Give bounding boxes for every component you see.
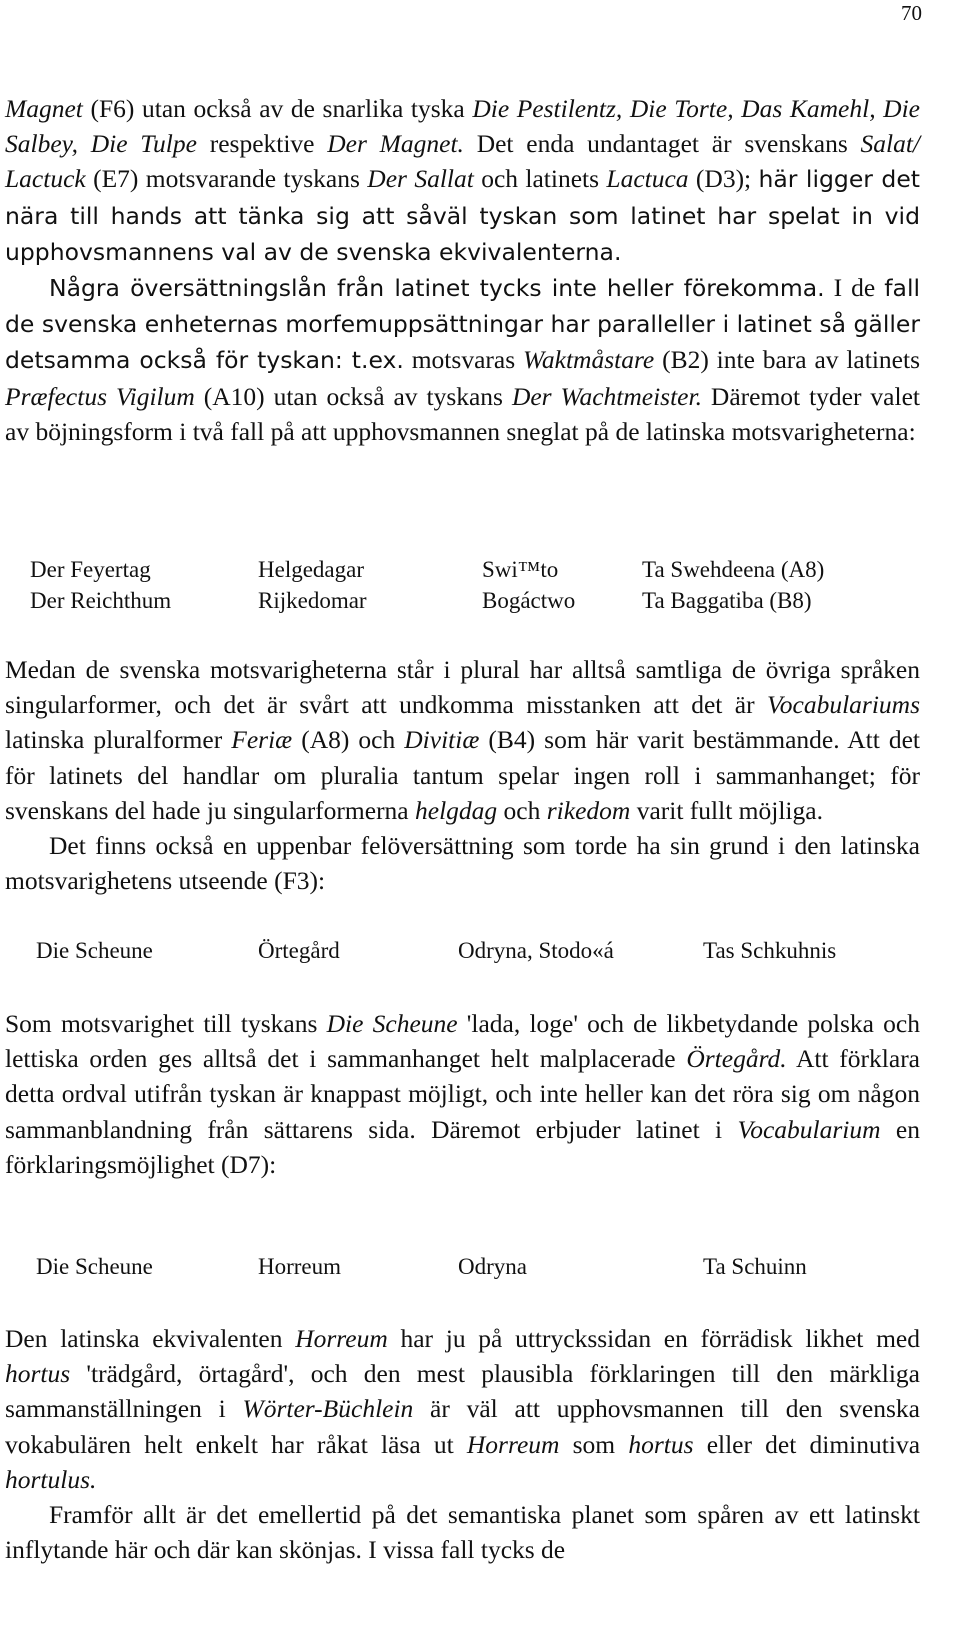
italic-term: Der Wachtmeister. — [511, 381, 702, 411]
italic-term: hortus — [628, 1429, 694, 1459]
text-run: motsvaras — [403, 345, 523, 375]
italic-term: Horreum — [295, 1324, 388, 1353]
text-run: (D3); — [688, 164, 759, 194]
table-cell: Der Reichthum — [30, 588, 172, 613]
paragraph-3 — [5, 652, 920, 898]
text-run: som — [559, 1429, 629, 1459]
italic-term: Magnet — [5, 94, 83, 123]
table-cell: Ta Schuinn — [703, 1254, 807, 1279]
text-run: eller det diminutiva — [693, 1429, 921, 1459]
paragraph-6 — [5, 1321, 920, 1567]
text-run: en förklaringsmöjlighet (D7): — [5, 1114, 920, 1179]
text-run: varit fullt möjliga. — [630, 795, 823, 825]
text-run: och latinets — [473, 164, 607, 194]
table-cell: Örtegård — [258, 938, 340, 963]
italic-term: Lactuca — [606, 164, 689, 194]
table-cell: Tas Schkuhnis — [703, 938, 837, 963]
italic-term: Örtegård. — [686, 1044, 787, 1074]
italic-term: Der Magnet. — [327, 129, 464, 159]
italic-term: rikedom — [546, 795, 631, 825]
paragraph-1 — [5, 91, 920, 449]
paragraph-5-text — [5, 1006, 920, 1182]
text-run: är väl att upphovsmannen till den svenska vokabulären helt enkelt har råkat läsa ut — [5, 1394, 920, 1459]
page-number: 70 — [901, 1, 922, 25]
text-run: (B4) som här varit bestämmande. Att det för latinets del handlar om pluralia tantum spelar ingen roll i sammanhanget; för svenskans del hade ju singularformerna — [5, 725, 921, 825]
paragraph-2-text — [5, 270, 920, 449]
paragraph-5 — [5, 1006, 920, 1182]
paragraph-6-text — [5, 1321, 920, 1497]
text-run: respektive — [196, 129, 328, 159]
table-cell: Bogáctwo — [482, 588, 576, 613]
sans-text-run: Några översättningslån från latinet tycks inte heller förekomma. — [49, 274, 825, 303]
text-run: (A10) utan också av tyskans — [194, 381, 512, 411]
table-row — [0, 557, 960, 587]
text-run: (E7) motsvarande tyskans — [85, 164, 368, 194]
italic-term: Salat/ Lactuck — [5, 129, 921, 194]
table-cell: Der Feyertag — [30, 557, 151, 582]
table-cell: Die Scheune — [36, 1254, 153, 1279]
italic-term: hortus — [5, 1359, 71, 1389]
table-cell: Odryna — [458, 1254, 527, 1279]
text-run: 'lada, loge' och de likbetydande polska och lettiska orden ges alltså det i sammanhanget helt malplacerade — [5, 1009, 920, 1074]
italic-term: Vocabularium — [737, 1114, 881, 1144]
table-cell: Die Scheune — [36, 938, 153, 963]
text-run: Däremot tyder valet av böjningsform i två fall på att upphovsmannen sneglat på de latinska motsvarigheterna: — [5, 381, 920, 446]
text-run: Att förklara detta ordval utifrån tyskan är knappast möjligt, och inte heller kan det röra sig om någon sammanblandning från sättarens sida. Däremot erbjuder latinet i — [5, 1044, 920, 1144]
text-run: Medan de svenska motsvarigheterna står i plural har alltså samtliga de övriga språken singularformer, och det är svårt att undkomma misstanken att det är — [5, 655, 920, 720]
text-run: och — [497, 795, 547, 825]
paragraph-7-text — [5, 1497, 920, 1567]
text-run: Det finns också en uppenbar felöversättning som torde ha sin grund i den latinska motsvarighetens utseende (F3): — [5, 831, 920, 896]
italic-term: helgdag — [415, 795, 498, 825]
italic-term: Feriæ — [231, 725, 293, 755]
table-row — [0, 588, 960, 618]
italic-term: Waktmåstare — [522, 345, 655, 375]
italic-term: Divitiæ — [404, 725, 480, 755]
italic-term: Die Pestilentz, Die Torte, Das Kamehl, Die Salbey, Die Tulpe — [5, 94, 921, 159]
italic-term: Vocabulariums — [767, 690, 920, 720]
text-run: (B2) inte bara av latinets — [654, 345, 921, 375]
table-cell: Horreum — [258, 1254, 342, 1279]
text-run: (F6) utan också av de snarlika tyska — [82, 94, 473, 123]
table-cell: Odryna, Stodo«á — [458, 938, 614, 963]
sans-text-run: här ligger det nära till hands att tänka sig att såväl tyskan som latinet har spelat in vid upphovsmannens val av de svenska ekvivalenterna. — [5, 165, 920, 266]
text-run: latinska pluralformer — [5, 725, 232, 755]
text-run: Den latinska ekvivalenten — [5, 1324, 296, 1353]
table-row — [0, 938, 960, 968]
text-run: har ju på uttryckssidan en förrädisk likhet med — [387, 1324, 920, 1353]
table-cell: Ta Swehdeena (A8) — [642, 557, 825, 582]
text-run: Det enda undantaget är svenskans — [463, 129, 861, 159]
italic-term: Der Sallat — [367, 164, 474, 194]
italic-term: Wörter-Büchlein — [242, 1394, 414, 1424]
italic-term: Præfectus Vigilum — [5, 381, 195, 411]
text-run: 'trädgård, örtagård', och den mest plausibla förklaringen till den märkliga sammanställningen i — [5, 1359, 920, 1424]
text-run: Framför allt är det emellertid på det semantiska planet som spåren av ett latinskt inflytande här och där kan skönjas. I vissa fall tycks de — [5, 1500, 920, 1565]
table-cell: Rijkedomar — [258, 588, 367, 613]
italic-term: hortulus. — [5, 1464, 97, 1494]
table-row — [0, 1254, 960, 1284]
paragraph-3-text — [5, 652, 920, 828]
table-cell: Helgedagar — [258, 557, 364, 582]
table-cell: Swi™to — [482, 557, 559, 582]
sans-text-run: fall de svenska enheternas morfemuppsättningar har paralleller i latinet så gäller detsamma också för tyskan: t.ex. — [5, 274, 920, 375]
text-run: Som motsvarighet till tyskans — [5, 1009, 327, 1038]
text-run: (A8) och — [292, 725, 405, 755]
text-run: I de — [824, 273, 885, 303]
paragraph-4-text — [5, 828, 920, 898]
italic-term: Horreum — [466, 1429, 560, 1459]
table-cell: Ta Baggatiba (B8) — [642, 588, 812, 613]
italic-term: Die Scheune — [326, 1009, 458, 1038]
paragraph-1-text — [5, 91, 920, 270]
